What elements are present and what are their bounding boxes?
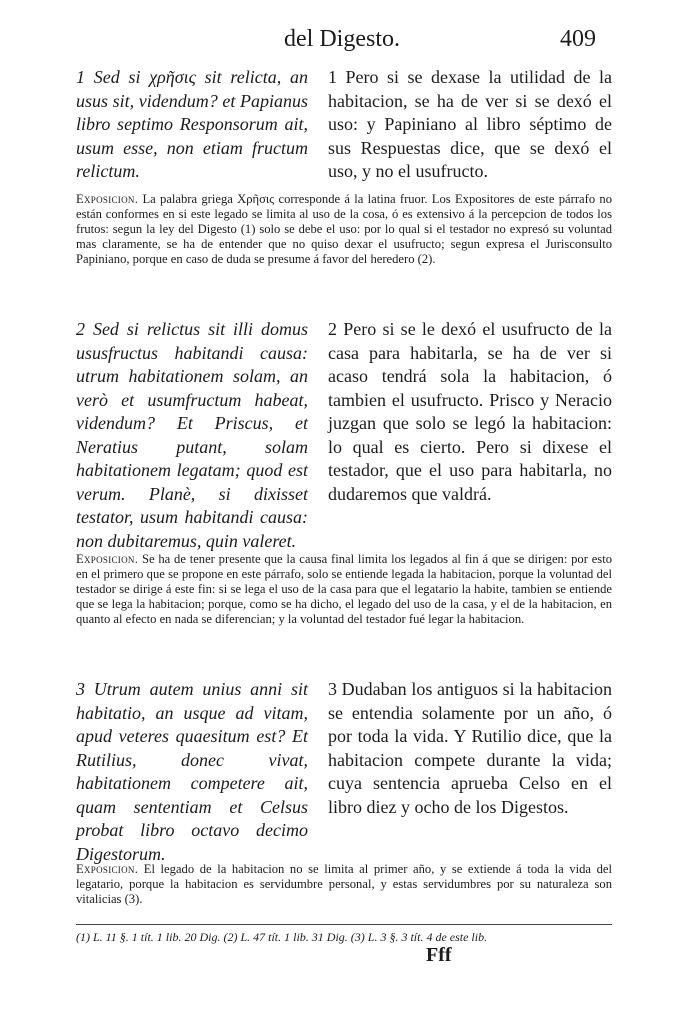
section-1-columns — [76, 66, 612, 186]
exposicion-label: Exposicion. — [76, 192, 139, 206]
section-1-exposicion — [76, 192, 612, 267]
section-3-latin: 3 Utrum autem unius anni sit habitatio, an usque ad vitam, apud veteres quaesitum est? Et Rutilius, donec vivat, habitationem competere ait, quam sententiam et Celsus probat libro octavo decimo Digestorum. — [76, 679, 308, 864]
exposicion-text: Se ha de tener presente que la causa final limita los legados al fin á que se dirigen: por esto en el primero que se propone en este párrafo, solo se entiende legada la habitacion, porque la voluntad del testador se dirige á este fin: si se lega el uso de la casa para que el legatario la habite, tambien se entiende que se lega la habitacion; porque, como se ha dicho, el legado del uso de la casa, y el de la habitacion, en quanto al efecto en nada se diferencian; y la voluntad del testador fué legar la habitacion. — [76, 552, 612, 626]
section-2-spanish: 2 Pero si se le dexó el usufructo de la casa para habitarla, se ha de ver si acaso tendrá sola la habitacion, ó tambien el usufructo. Prisco y Neracio juzgan que solo se legó la habitacion: lo qual es cierto. Pero si dixese el testador, que el uso para habitarla, no dudaremos que valdrá. — [328, 319, 612, 504]
section-2-latin: 2 Sed si relictus sit illi domus ususfructus habitandi causa: utrum habitationem solam, an verò et usumfructum habeat, videndum? Et Priscus, et Neratius putant, solam habitationem legatam; quod est verum. Planè, si dixisset testator, usum habitandi causa: non dubitaremus, quin valeret. — [76, 319, 308, 551]
section-3-spanish: 3 Dudaban los antiguos si la habitacion se entendia solamente por un año, ó por toda la vida. Y Rutilio dice, que la habitacion compete durante la vida; cuya sentencia aprueba Celso en el libro diez y ocho de los Digestos. — [328, 679, 612, 817]
signature-mark: Fff — [426, 944, 452, 966]
running-title: del Digesto. — [284, 26, 400, 52]
running-header — [72, 26, 612, 56]
section-3-exposicion — [76, 862, 612, 907]
section-1-spanish: 1 Pero si se dexase la utilidad de la habitacion, se ha de ver si se dexó el uso: y Papiniano al libro séptimo de sus Respuestas dice, que se dexó el uso, y no el usufructo. — [328, 67, 612, 181]
section-3-columns — [76, 678, 612, 864]
exposicion-label: Exposicion. — [76, 862, 139, 876]
section-1-latin: 1 Sed si χρῆσις sit relicta, an usus sit, videndum? et Papianus libro septimo Responsorum ait, usum esse, non etiam fructum relictum. — [76, 67, 308, 181]
footnote-divider — [76, 924, 612, 925]
section-2-columns — [76, 318, 612, 551]
exposicion-text: La palabra griega Χρῆσις corresponde á la latina fruor. Los Expositores de este párrafo no están conformes en si este legado se limita al uso de la cosa, ó es extensivo á la percepcion de todos los frutos: segun la ley del Digesto (1) solo se debe el uso: por lo qual si el testador no expresó su voluntad mas claramente, se ha de entender que no quiso dexar el usufructo; segun expresa el Jurisconsulto Papiniano, porque en caso de duda se presume á favor del heredero (2). — [76, 192, 612, 266]
page-number: 409 — [560, 26, 596, 52]
section-2-exposicion — [76, 552, 612, 627]
exposicion-text: El legado de la habitacion no se limita al primer año, y se extiende á toda la vida del legatario, porque la habitacion es servidumbre personal, y estas servidumbres por su naturaleza son vitalicias (3). — [76, 862, 612, 906]
exposicion-label: Exposicion. — [76, 552, 139, 566]
footnotes: (1) L. 11 §. 1 tít. 1 lib. 20 Dig. (2) L. 47 tít. 1 lib. 31 Dig. (3) L. 3 §. 3 tít. 4 de este lib. — [76, 930, 488, 944]
